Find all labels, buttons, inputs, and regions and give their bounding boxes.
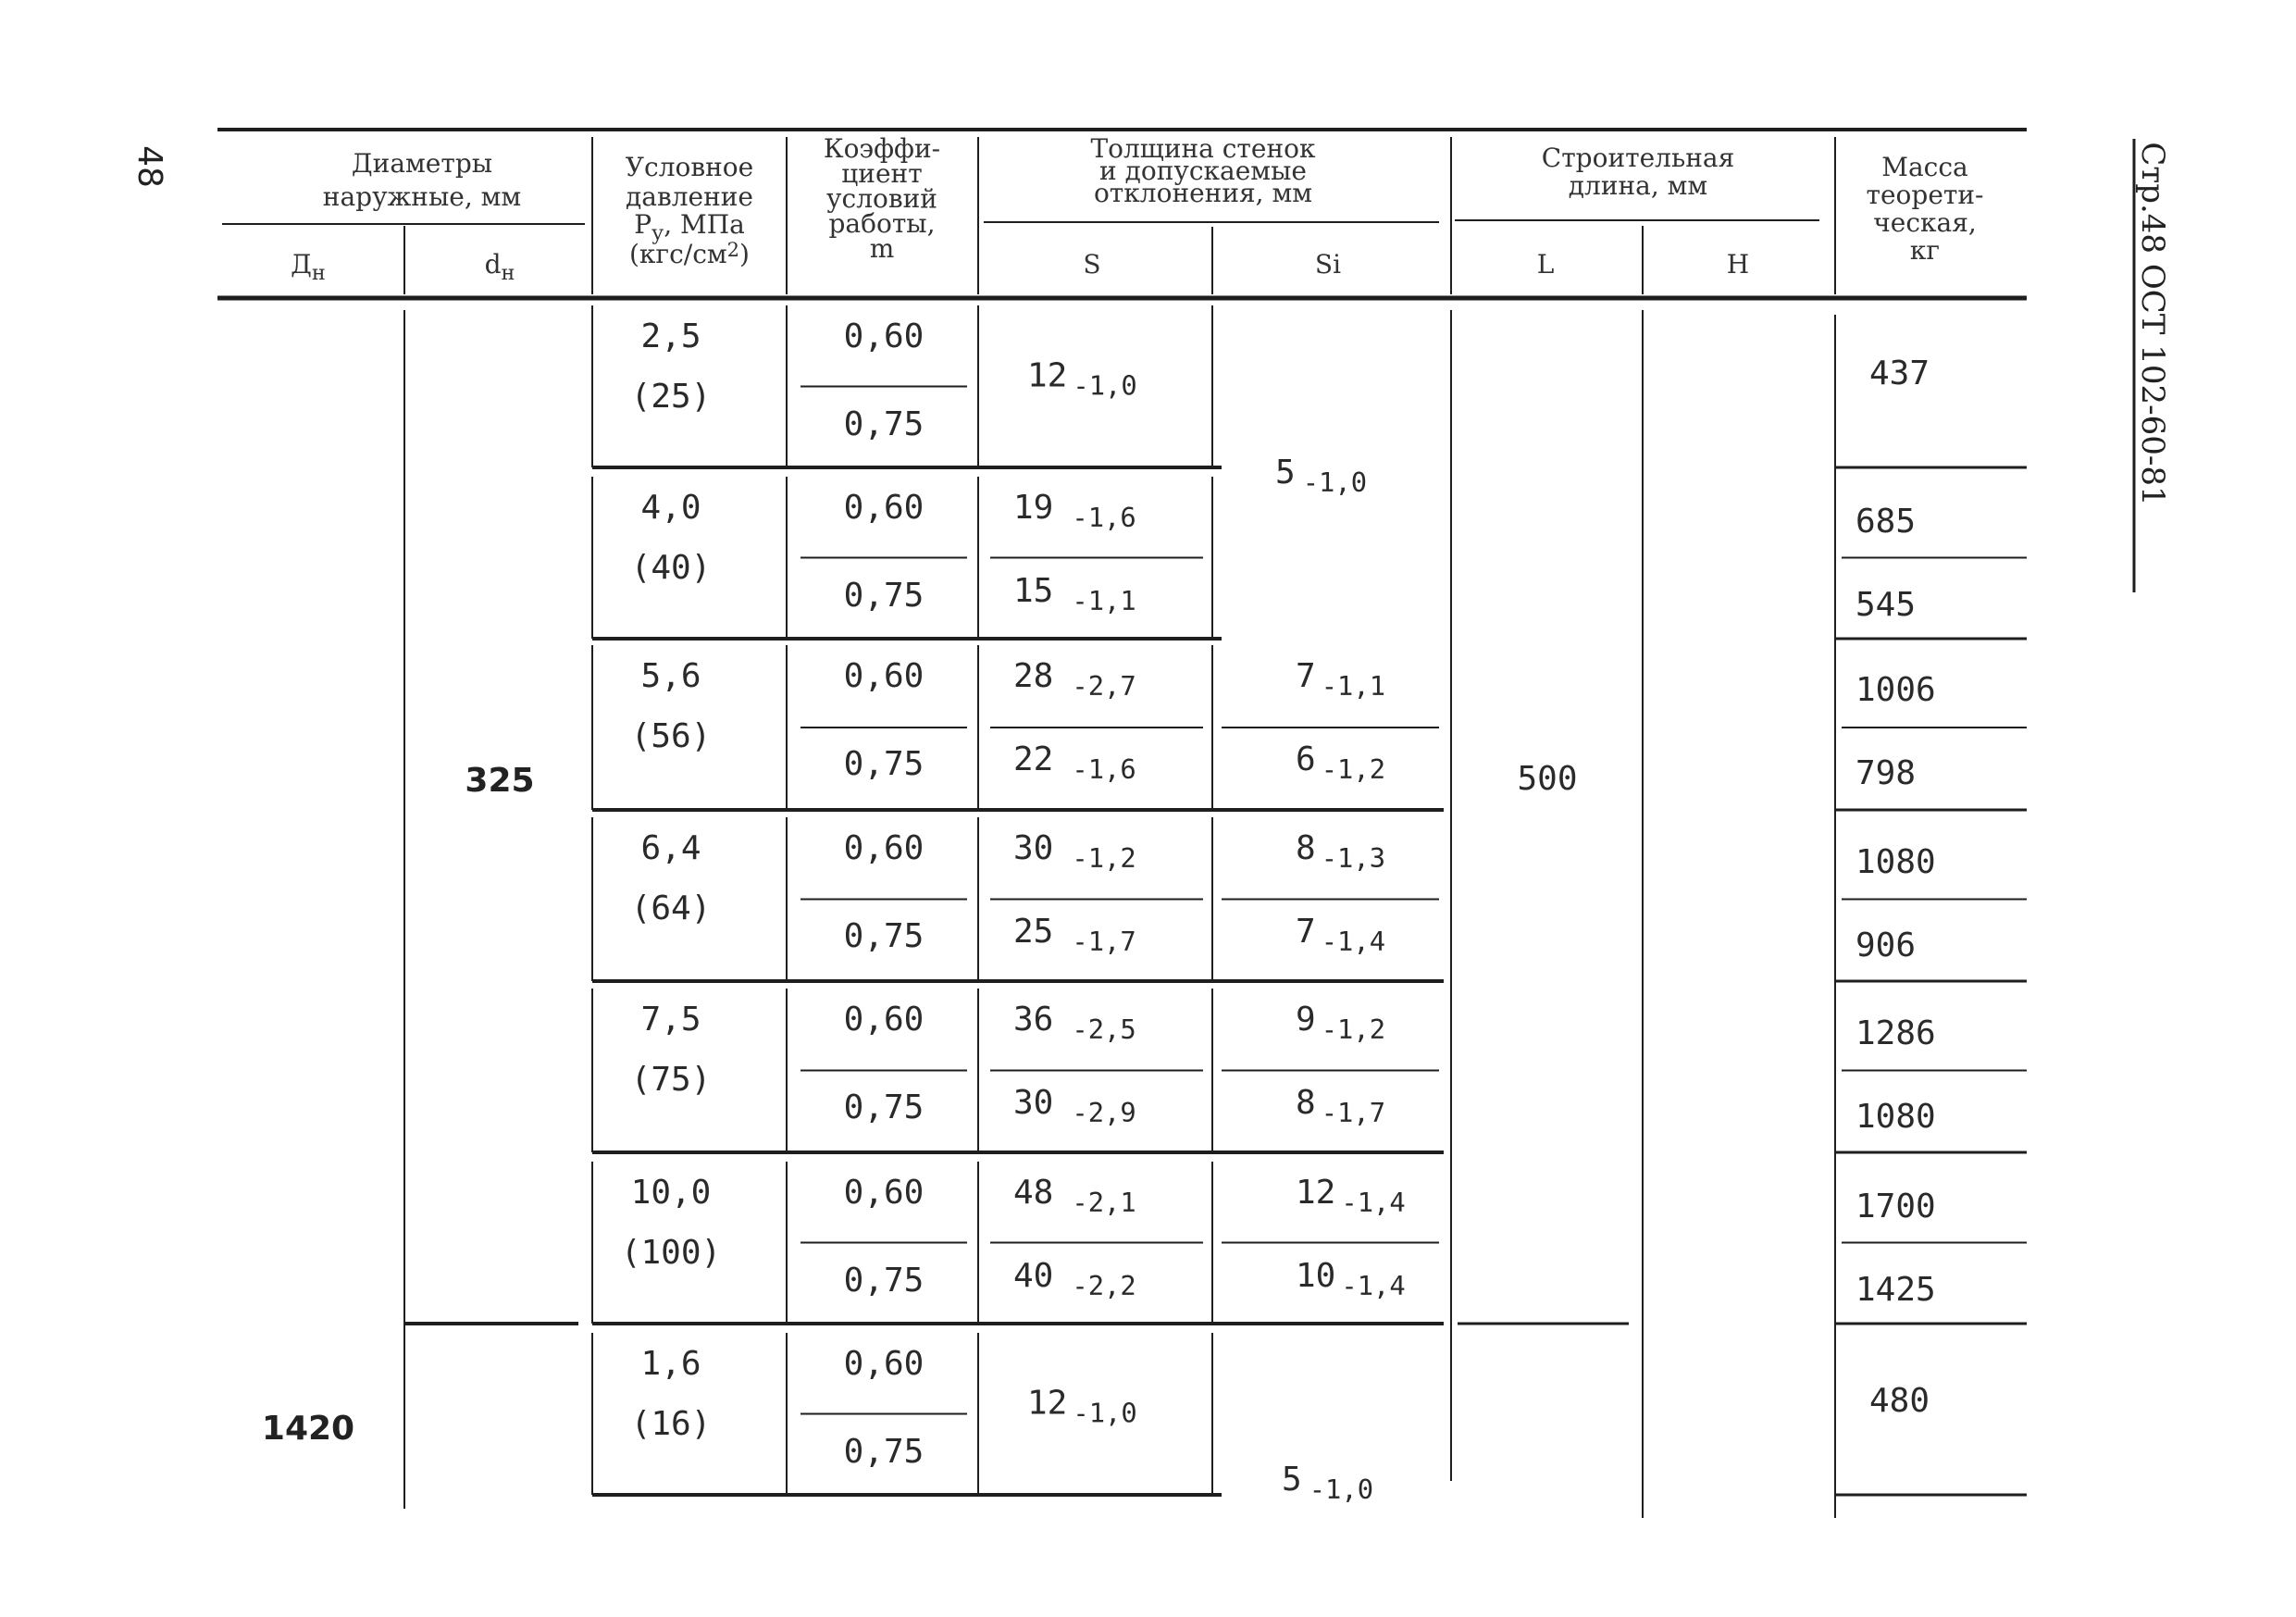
pressure-kgf: (56)	[630, 717, 712, 755]
header-coefficient: m	[869, 233, 895, 264]
header-coefficient: условий	[826, 183, 937, 214]
document-reference: Стр.48 ОСТ 102-60-81	[2134, 142, 2171, 506]
header-pressure-unit: (кгс/см2)	[629, 238, 750, 269]
pressure-value: 10,0	[630, 1174, 712, 1212]
header-D-n: Дн	[291, 249, 326, 285]
header-length: длина, мм	[1568, 170, 1708, 201]
coefficient-value: 0,60	[843, 1001, 925, 1039]
coefficient-value: 0,60	[843, 829, 925, 867]
pressure-value: 4,0	[640, 489, 701, 527]
header-mass: Масса	[1881, 152, 1968, 182]
length-L-value: 500	[1517, 760, 1578, 798]
wall-S-value: 40 -2,2	[1013, 1257, 1136, 1301]
mass-value: 1700	[1855, 1188, 1936, 1225]
header-wall: и допускаемые	[1099, 155, 1307, 186]
wall-Si-shared: 5 -1,0	[1282, 1461, 1374, 1505]
header-mass: кг	[1909, 235, 1941, 266]
mass-value: 1080	[1855, 843, 1936, 881]
coefficient-value: 0,60	[843, 489, 925, 527]
wall-S-value: 30 -1,2	[1013, 829, 1136, 874]
wall-S-value: 22 -1,6	[1013, 740, 1136, 785]
pressure-value: 6,4	[640, 829, 701, 867]
wall-S-value: 12 -1,0	[1027, 356, 1137, 402]
coefficient-value: 0,75	[843, 917, 925, 955]
wall-S-value: 25 -1,7	[1013, 913, 1136, 957]
header-coefficient: циент	[841, 158, 923, 189]
page-number: 48	[130, 145, 168, 188]
mass-value: 1425	[1855, 1271, 1936, 1309]
coefficient-value: 0,75	[843, 405, 925, 443]
mass-value: 798	[1855, 754, 1917, 792]
header-mass: теорети-	[1866, 180, 1984, 210]
mass-value: 480	[1869, 1382, 1930, 1420]
header-length: Строительная	[1541, 143, 1735, 173]
header-pressure: Условное	[625, 152, 754, 182]
pressure-kgf: (25)	[630, 378, 712, 416]
mass-value: 685	[1855, 503, 1917, 541]
wall-S-value: 15 -1,1	[1013, 572, 1136, 616]
pressure-kgf: (75)	[630, 1061, 712, 1099]
mass-value: 545	[1855, 586, 1917, 624]
pressure-kgf: (16)	[630, 1405, 712, 1443]
wall-Si-value: 12 -1,4	[1296, 1174, 1406, 1218]
wall-Si-value: 10 -1,4	[1296, 1257, 1406, 1301]
coefficient-value: 0,75	[843, 1088, 925, 1126]
pressure-kgf: (40)	[630, 549, 712, 587]
header-coefficient: Коэффи-	[823, 133, 941, 164]
header-L: L	[1536, 249, 1555, 280]
header-diameters: Диаметры	[351, 148, 493, 179]
coefficient-value: 0,60	[843, 657, 925, 695]
d-n-value: 325	[465, 762, 535, 800]
coefficient-value: 0,75	[843, 1262, 925, 1300]
wall-Si-value: 6 -1,2	[1296, 740, 1386, 785]
pressure-value: 1,6	[640, 1345, 701, 1383]
coefficient-value: 0,75	[843, 577, 925, 615]
wall-S-value: 28 -2,7	[1013, 657, 1136, 702]
mass-value: 1006	[1855, 671, 1936, 709]
wall-Si-value: 7 -1,1	[1296, 657, 1386, 702]
header-mass: ческая,	[1873, 207, 1977, 238]
wall-Si-value: 7 -1,4	[1296, 913, 1386, 957]
table-grid	[217, 130, 2134, 1518]
coefficient-value: 0,75	[843, 745, 925, 783]
coefficient-value: 0,60	[843, 317, 925, 355]
header-pressure: давление	[626, 181, 753, 212]
mass-value: 1080	[1855, 1098, 1936, 1136]
coefficient-value: 0,60	[843, 1345, 925, 1383]
mass-value: 906	[1855, 927, 1917, 964]
wall-S-value: 12 -1,0	[1027, 1384, 1137, 1429]
header-coefficient: работы,	[828, 208, 936, 239]
D-n-value: 1420	[261, 1410, 355, 1448]
wall-S-value: 30 -2,9	[1013, 1084, 1136, 1128]
header-pressure-unit: Pу, МПа	[634, 209, 745, 245]
wall-Si-value: 8 -1,7	[1296, 1084, 1386, 1128]
coefficient-value: 0,75	[843, 1433, 925, 1471]
pressure-kgf: (64)	[630, 889, 712, 927]
wall-S-value: 19 -1,6	[1013, 489, 1136, 533]
pressure-value: 2,5	[640, 317, 701, 355]
header-wall: Толщина стенок	[1090, 133, 1316, 164]
header-wall: отклонения, мм	[1093, 178, 1313, 208]
wall-S-value: 36 -2,5	[1013, 1001, 1136, 1045]
header-H: H	[1726, 249, 1750, 280]
header-S: S	[1083, 249, 1101, 280]
header-diameters: наружные, мм	[322, 181, 522, 212]
wall-Si-value: 8 -1,3	[1296, 829, 1386, 874]
mass-value: 437	[1869, 354, 1930, 392]
pressure-value: 5,6	[640, 657, 701, 695]
coefficient-value: 0,60	[843, 1174, 925, 1212]
table-text	[130, 133, 2171, 1505]
header-d-n: dн	[484, 249, 515, 285]
pressure-kgf: (100)	[620, 1234, 722, 1272]
wall-Si-shared: 5 -1,0	[1275, 454, 1368, 498]
pressure-value: 7,5	[640, 1001, 701, 1039]
wall-Si-value: 9 -1,2	[1296, 1001, 1386, 1045]
mass-value: 1286	[1855, 1014, 1936, 1052]
wall-S-value: 48 -2,1	[1013, 1174, 1136, 1218]
header-Si: Si	[1314, 249, 1342, 280]
